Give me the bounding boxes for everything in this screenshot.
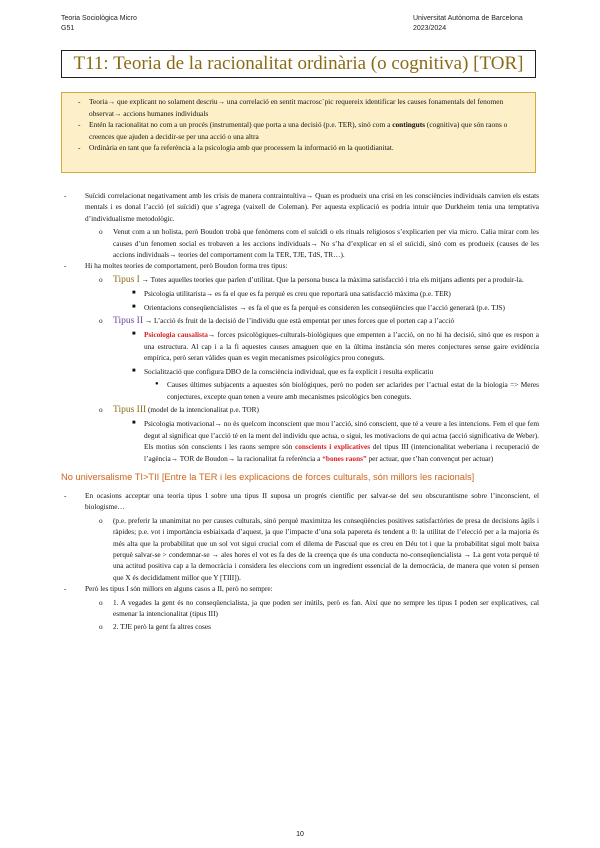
circle-bullet: o bbox=[99, 274, 103, 284]
type-sub-sub-item: ● Causes últimes subjacents a aquestes són biològiques, però no poden ser aclarides per l’actual estat de la biologia => Meres conjectures, excepte quan tenen a veure amb mecanismes psicològics ben coneguts. bbox=[155, 380, 539, 401]
paragraph: - Hi ha moltes teories de comportament, però Boudon forma tres tipus: bbox=[64, 261, 288, 271]
square-bullet: ■ bbox=[132, 420, 136, 427]
dash-bullet: - bbox=[78, 97, 81, 106]
type-i-label: Tipus I bbox=[113, 274, 140, 285]
dash-bullet: - bbox=[78, 143, 81, 152]
university-name: Universitat Autònoma de Barcelona bbox=[413, 15, 523, 22]
paragraph: - Però les tipus I són millors en alguns casos a II, però no sempre: bbox=[64, 584, 273, 594]
paragraph: - Suïcidi correlacionat negativament amb les crisis de manera contraintuïtiva→ Quan es produeix una crisi en les consciències individuals canvien els estats mentals i es donal l’acció (el suïcidi) que s’agrega (vaixell de Coleman). Per aquesta explicació es podria intuir que Durkheim tenia una temptativa d’individualisme metodològic. bbox=[64, 191, 539, 223]
dash-bullet: - bbox=[64, 490, 67, 500]
highlight-term: “bones raons” bbox=[322, 453, 367, 463]
header-right bbox=[413, 14, 523, 34]
page-number: 10 bbox=[296, 831, 304, 838]
bold-term: continguts bbox=[392, 120, 426, 129]
section-heading: No universalisme TI>TII [Entre la TER i les explicacions de forces culturals, són millors les racionals] bbox=[61, 471, 475, 482]
summary-box bbox=[61, 92, 536, 173]
square-bullet: ■ bbox=[132, 367, 136, 374]
sub-paragraph: o 2. TJE però la gent fa altres coses bbox=[99, 622, 211, 632]
type-sub-item: ■ Orientacions conseqüencialistes → es fa el que es fa perquè es consideren les conseqüències que l’acció generarà (p.e. TJS) bbox=[132, 302, 505, 312]
circle-bullet: o bbox=[99, 227, 103, 237]
circle-bullet: o bbox=[99, 404, 103, 414]
square-bullet: ■ bbox=[132, 331, 136, 338]
type-item: o Tipus III (model de la intencionalitat p.e. TOR) bbox=[99, 404, 259, 415]
academic-year: 2023/2024 bbox=[413, 25, 447, 32]
circle-bullet: o bbox=[99, 622, 103, 632]
summary-item: - Entén la racionalitat no com a un procés (instrumental) que porta a una decisió (p.e. TER), sinó com a continguts (cognitiva) que són raons o creences que ajuden a decidir-se per una acció o una altra bbox=[78, 120, 508, 141]
type-item: o Tipus II → L’acció és fruit de la decisió de l’individu que està empentat per unes forces que el porten cap a l’acció bbox=[99, 316, 455, 327]
type-item: o Tipus I → Totes aquelles teories que parlen d’utilitat. Que la persona busca la màxima satisfacció i tria els mitjans adients per a produir-la. bbox=[99, 274, 524, 285]
page-title: T11: Teoria de la racionalitat ordinària (o cognitiva) [TOR] bbox=[61, 50, 536, 78]
group-code: G51 bbox=[61, 25, 75, 32]
type-sub-item: ■ Socialització que configura DBO de la consciència individual, que es fa explícit i resulta explicatiu bbox=[132, 366, 434, 376]
course-name: Teoria Sociològica Micro bbox=[61, 15, 137, 22]
type-iii-label: Tipus III bbox=[113, 404, 147, 415]
highlight-term: Psicologia causalista bbox=[144, 330, 208, 340]
paragraph: - En ocasions acceptar una teoria tipus I sobre una tipus II suposa un progrés científic per salvar-se del seu obscurantisme sobre l’inconscient, el biologisme… bbox=[64, 490, 539, 512]
type-ii-label: Tipus II bbox=[113, 316, 144, 327]
dash-bullet: - bbox=[78, 120, 81, 129]
sub-paragraph: o Venut com a un holista, però Boudon trobà que fenòmens com el suïcidi o els rituals religiosos s’explicarien per via micro. Calia mirar com les causes d’un fenomen social es trobaven a les accions individuals→ No s’ha d’explicar en sí el suïcidi, sinó com es produeix (causes de les accions individuals→ teories del comportament com la TER, TJE, TdS, TR…). bbox=[99, 227, 539, 260]
sub-paragraph: o 1. A vegades la gent és no conseqüencialista, ja que poden ser inútils, però es fan. Així que no sempre les tipus I poden ser explicatives, cal esmenar la intencionalitat (tipus III) bbox=[99, 597, 539, 618]
type-sub-item: ■ Psicologia utilitarista→ es fa el que es fa perquè es creu que reportarà una satisfacció màxima (p.e. TER) bbox=[132, 289, 451, 299]
dash-bullet: - bbox=[64, 584, 67, 594]
dash-bullet: - bbox=[64, 261, 67, 271]
summary-item: - Teoria→ que explicant no solament descriu→ una correlació en sentit macrosc`pic requereix identificar les causes fonamentals del fenomen observat→ accions humanes individuals bbox=[78, 97, 504, 118]
header-left bbox=[61, 14, 137, 34]
dot-bullet: ● bbox=[155, 381, 159, 388]
circle-bullet: o bbox=[99, 515, 103, 525]
highlight-term: conscients i explicatives bbox=[294, 442, 371, 452]
type-sub-item: ■ Psicologia motivacional→ no és quelcom inconscient que mou l’acció, sinó conscient, que té a veure a les intencions. Fem el que fem degut al significat que l’acció té en la ment del individu que actua, o sigui, les motivacions de qui actua (acció significativa de Weber). Els motius són conscients i les raons sempre són conscients i explicatives del tipus III (intencionalitat weberiana i recuperació de l’agència→ TOR de Boudon→ la racionalitat fa referència a “bones raons” per actuar, que t’han convençut per actuar) bbox=[132, 419, 539, 463]
square-bullet: ■ bbox=[132, 303, 136, 310]
circle-bullet: o bbox=[99, 316, 103, 326]
type-sub-item: ■ Psicologia causalista→ forces psicològiques-culturals-biològiques que empenten a l’acció, on no hi ha decisió, sinó que es respon a una estructura. Al cap i a la fi aquestes causes amaguen que en la última instància són meres conjectures sense gaire evidència empírica, però seran vàlides quan es vegin mecanismes psicològics prou coneguts. bbox=[132, 330, 539, 363]
main-content bbox=[61, 190, 539, 633]
square-bullet: ■ bbox=[132, 290, 136, 297]
circle-bullet: o bbox=[99, 597, 103, 607]
summary-item: - Ordinària en tant que fa referència a la psicologia amb que processem la informació en la quotidianitat. bbox=[78, 143, 394, 152]
dash-bullet: - bbox=[64, 191, 67, 200]
sub-paragraph: o (p.e. preferir la unanimitat no per causes culturals, sinó perquè maximitza les conseqüències positives satisfactòries de presa de decisions àgils i ràpides; p.e. vot i importància esbiaixada d’aquest, ja que l’impacte d’una sola papereta és tendent a 0: la utilitat de l’elecció per a la majoria és més alta que la probabilitat que un sol vot sigui crucial com el dilema de Pascual que es creu en Déu tot i que la probabilitat sigui molt baixa perquè salvar-se > condemnar-se → ales hores el vot es fa des de la creença que és una conducta no-conseqüencialista → La gent vota perquè té una actitud positiva cap a la democràcia i considera les eleccions com un ingredient essencial de la democràcia, de manera que voten si pensen que X és decididament millor que Y [TIII]). bbox=[99, 515, 539, 582]
